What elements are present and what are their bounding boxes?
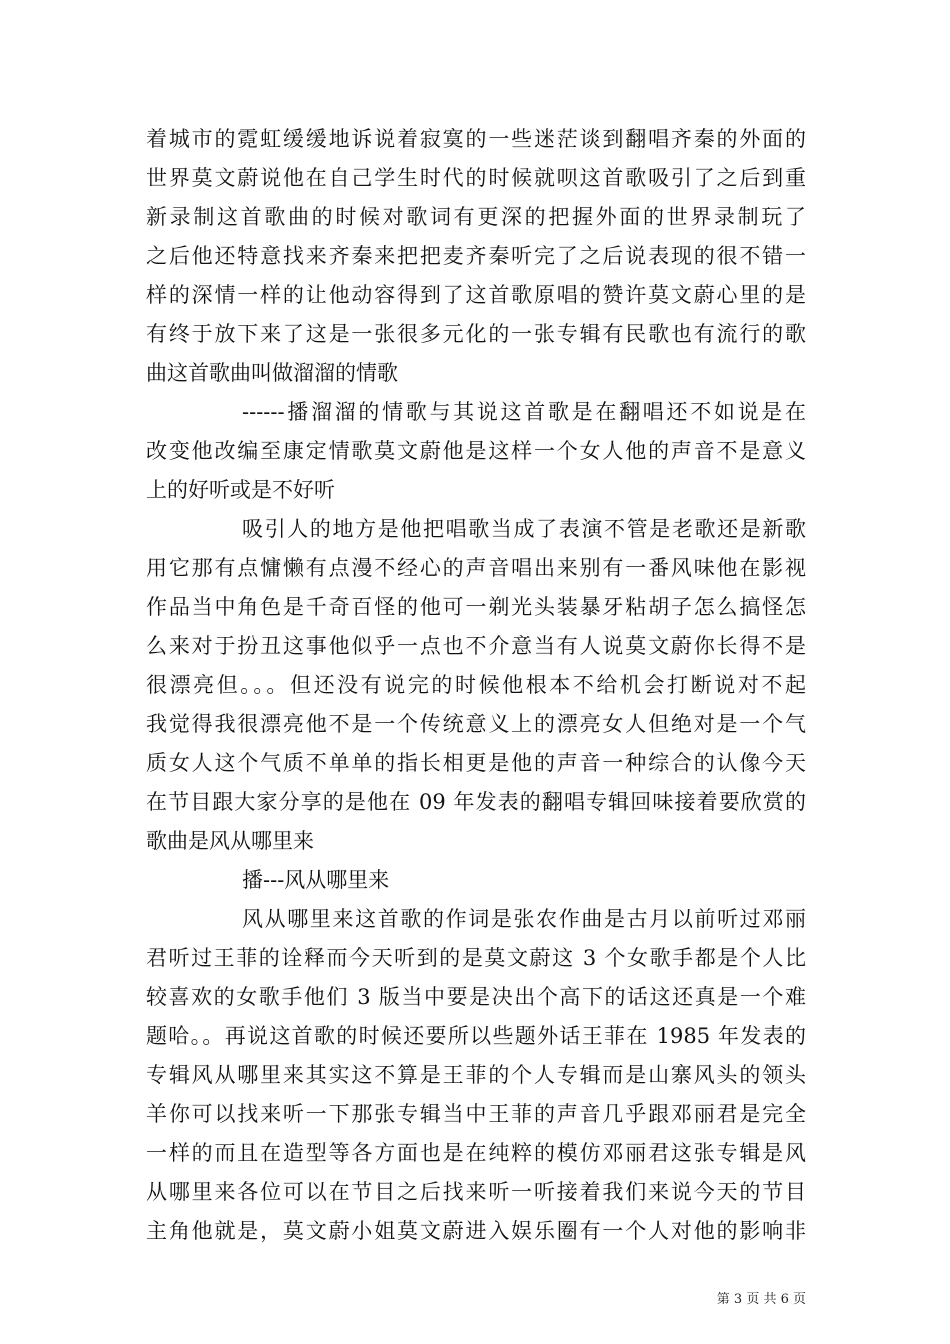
page-number: 第 3 页 共 6 页 [716,1292,806,1307]
text-line: 一样的而且在造型等各方面也是在纯粹的模仿邓丽君这张专辑是风 [146,1141,806,1165]
text-line: 质女人这个气质不单单的指长相更是他的声音一种综合的认像今天 [146,751,806,775]
text-line: 我觉得我很漂亮他不是一个传统意义上的漂亮女人但绝对是一个气 [146,712,806,736]
text-line: 上的好听或是不好听 [146,478,335,502]
text-line: 之后他还特意找来齐秦来把把麦齐秦听完了之后说表现的很不错一 [146,244,806,268]
text-line: 羊你可以找来听一下那张专辑当中王菲的声音几乎跟邓丽君是完全 [146,1102,806,1126]
page-footer [0,1288,950,1307]
text-line: 吸引人的地方是他把唱歌当成了表演不管是老歌还是新歌 [242,517,806,541]
text-line: 君听过王菲的诠释而今天听到的是莫文蔚这 3 个女歌手都是个人比 [146,946,806,970]
text-line: ------播溜溜的情歌与其说这首歌是在翻唱还不如说是在 [242,400,806,424]
text-line: 曲这首歌曲叫做溜溜的情歌 [146,361,398,385]
text-line: 很漂亮但。。。但还没有说完的时候他根本不给机会打断说对不起 [146,673,806,697]
text-line: 着城市的霓虹缓缓地诉说着寂寞的一些迷茫谈到翻唱齐秦的外面的 [146,127,806,151]
text-line: 主角他就是，莫文蔚小姐莫文蔚进入娱乐圈有一个人对他的影响非 [146,1219,806,1243]
text-line: 改变他改编至康定情歌莫文蔚他是这样一个女人他的声音不是意义 [146,439,806,463]
text-line: 作品当中角色是千奇百怪的他可一剃光头装暴牙粘胡子怎么搞怪怎 [146,595,806,619]
text-line: 播---风从哪里来 [242,868,390,892]
text-line: 新录制这首歌曲的时候对歌词有更深的把握外面的世界录制玩了 [146,205,806,229]
text-line: 歌曲是风从哪里来 [146,829,314,853]
text-line: 世界莫文蔚说他在自己学生时代的时候就呗这首歌吸引了之后到重 [146,166,806,190]
text-line: 专辑风从哪里来其实这不算是王菲的个人专辑而是山寨风头的领头 [146,1063,806,1087]
text-line: 么来对于扮丑这事他似乎一点也不介意当有人说莫文蔚你长得不是 [146,634,806,658]
text-line: 用它那有点慵懒有点漫不经心的声音唱出来别有一番风味他在影视 [146,556,806,580]
text-line: 题哈。。再说这首歌的时候还要所以些题外话王菲在 1985 年发表的 [146,1024,806,1048]
text-line: 有终于放下来了这是一张很多元化的一张专辑有民歌也有流行的歌 [146,322,806,346]
text-line: 从哪里来各位可以在节目之后找来听一听接着我们来说今天的节目 [146,1180,806,1204]
text-line: 较喜欢的女歌手他们 3 版当中要是决出个高下的话这还真是一个难 [146,985,806,1009]
text-line: 样的深情一样的让他动容得到了这首歌原唱的赞许莫文蔚心里的是 [146,283,806,307]
text-line: 在节目跟大家分享的是他在 09 年发表的翻唱专辑回味接着要欣赏的 [146,790,806,814]
document-body [146,120,806,1251]
text-line: 风从哪里来这首歌的作词是张农作曲是古月以前听过邓丽 [242,907,806,931]
